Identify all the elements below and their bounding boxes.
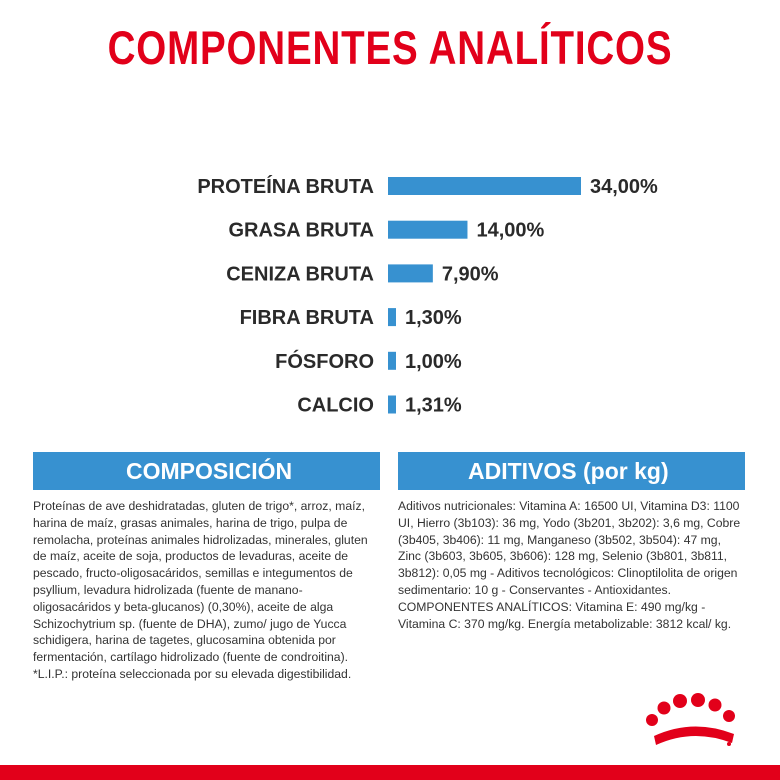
bar [388, 177, 581, 195]
composicion-text [33, 498, 378, 683]
aditivos-body: Aditivos nutricionales: Vitamina A: 16500 UI, Vitamina D3: 1100 UI, Hierro (3b103): 36 mg, Yodo (3b201, 3b202): 3,6 mg, Cobre (3b405, 3b406): 11 mg, Manganeso (3b502, 3b504): 47 mg, Zinc (3b603, 3b605, 3b606): 128 mg, Selenio (3b801, 3b811, 3b812): 0,05 mg - Aditivos tecnológicos: Clinoptilolita de origen sedimentario: 10 g - Conservantes - Antioxidantes. [398, 499, 741, 597]
bottom-red-bar [0, 765, 780, 780]
aditivos-analiticos: COMPONENTES ANALÍTICOS: Vitamina E: 490 mg/kg - Vitamina C: 370 mg/kg. Energía metabolizable: 3812 kcal/ kg. [398, 599, 732, 631]
bar [388, 308, 396, 326]
bar-label: CENIZA BRUTA [226, 263, 374, 286]
bar-value-label: 34,00% [590, 176, 658, 198]
bar-value-label: 1,30% [405, 307, 462, 330]
bar-label: PROTEÍNA BRUTA [197, 176, 374, 198]
composicion-footnote: *L.I.P.: proteína seleccionada por su elevada digestibilidad. [33, 666, 352, 681]
bar-label: CALCIO [297, 394, 374, 417]
aditivos-text [398, 498, 743, 632]
bar [388, 221, 467, 239]
aditivos-header [398, 452, 745, 490]
bar-value-label: 7,90% [441, 263, 499, 286]
royal-crown-logo-icon [640, 690, 746, 756]
bar-label: FIBRA BRUTA [239, 307, 374, 330]
bar [388, 396, 396, 414]
bar-value-label: 1,31% [405, 394, 462, 417]
page-title: COMPONENTES ANALÍTICOS [107, 21, 673, 74]
analytic-bar-chart [0, 160, 780, 430]
aditivos-header-label: ADITIVOS (por kg) [468, 458, 669, 484]
bar-value-label: 14,00% [476, 219, 545, 242]
bar [388, 352, 396, 370]
composicion-body: Proteínas de ave deshidratadas, gluten de trigo*, arroz, maíz, harina de maíz, grasas animales, harina de trigo, pulpa de remolacha, proteínas animales hidrolizadas, minerales, gluten de maíz, aceite de soja, productos de levaduras, aceite de pescado, fructo-oligosacáridos, semillas e integumentos de psyllium, levadura hidrolizada (fuente de manano-oligosacáridos y beta-glucanos) (0,30%), aceite de alga Schizochytrium sp. (fuente de DHA), zumo/ jugo de Yucca schidigera, harina de tagetes, glucosamina obtenida por fermentación, cartílago hidrolizado (fuente de condroitina). [33, 499, 368, 665]
bar-value-label: 1,00% [405, 350, 462, 373]
bar-label: FÓSFORO [275, 350, 374, 373]
bar [388, 264, 433, 282]
composicion-header-label: COMPOSICIÓN [126, 458, 293, 484]
composicion-header [33, 452, 380, 490]
bar-label: GRASA BRUTA [228, 219, 374, 242]
